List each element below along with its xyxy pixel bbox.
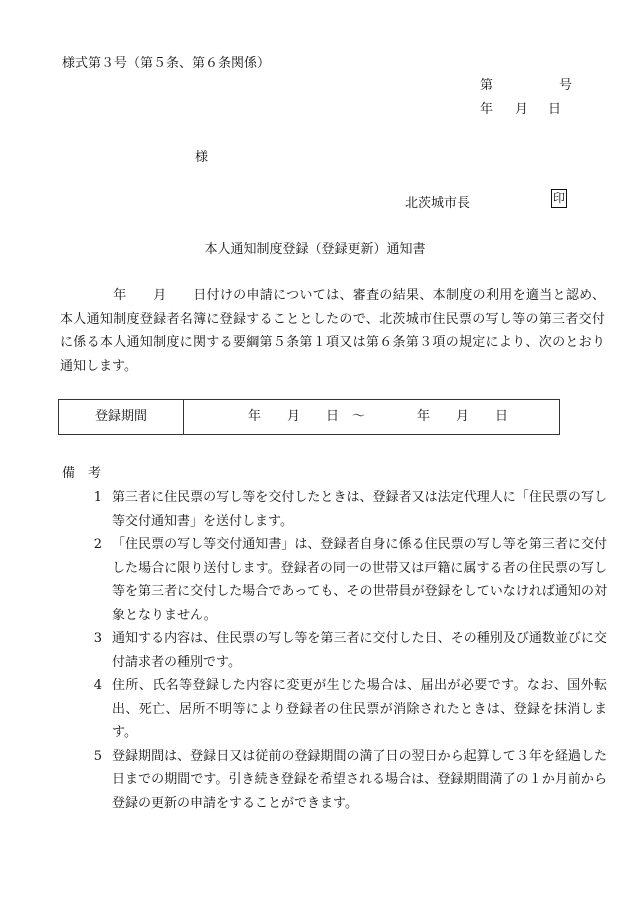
seal-mark: 印 bbox=[551, 189, 567, 208]
issuer-name: 北茨城市長 bbox=[405, 196, 471, 211]
remark-text: 登録期間は、登録日又は従前の登録期間の満了日の翌日から起算して３年を経過した日までの期間です。引き続き登録を希望される場合は、登録期間満了の１か月前から登録の更新の申請をすることができます。 bbox=[112, 748, 607, 811]
date-day-label: 日 bbox=[548, 102, 562, 117]
date-month-label: 月 bbox=[515, 102, 529, 117]
registration-period-label: 登録期間 bbox=[59, 400, 184, 434]
document-number bbox=[480, 74, 572, 93]
remarks-heading: 備 考 bbox=[62, 466, 102, 481]
notice-body: 年 月 日付けの申請については、審査の結果、本制度の利用を適当と認め、本人通知制度登録者名簿に登録することとしたので、北茨城市住民票の写し等の第三者交付に係る本人通知制度に関する要綱第５条第１項又は第６条第３項の規定により、次のとおり通知します。 bbox=[60, 288, 605, 374]
document-number-suffix: 号 bbox=[559, 78, 573, 93]
list-item bbox=[62, 486, 607, 533]
list-item bbox=[62, 627, 607, 674]
document-title: 本人通知制度登録（登録更新）通知書 bbox=[204, 242, 426, 257]
remark-number: 3 bbox=[93, 631, 102, 646]
remarks-list bbox=[62, 486, 607, 815]
document-date bbox=[480, 98, 561, 117]
list-item bbox=[62, 745, 607, 816]
remark-text: 住所、氏名等登録した内容に変更が生じた場合は、届出が必要です。なお、国外転出、死亡、居所不明等により登録者の住民票が消除されたときは、登録を抹消します。 bbox=[112, 678, 607, 740]
date-year-label: 年 bbox=[480, 102, 494, 117]
document-number-prefix: 第 bbox=[480, 78, 494, 93]
form-number: 様式第３号（第５条、第６条関係） bbox=[62, 56, 271, 71]
remark-text: 「住民票の写し等交付通知書」は、登録者自身に係る住民票の写し等を第三者に交付した場合に限り送付します。登録者の同一の世帯又は戸籍に属する者の住民票の写し等を第三者に交付した場合であっても、その世帯員が登録をしていなければ通知の対象となりません。 bbox=[112, 537, 607, 623]
addressee-suffix: 様 bbox=[195, 150, 209, 165]
remark-text: 第三者に住民票の写し等を交付したときは、登録者又は法定代理人に「住民票の写し等交付通知書」を送付します。 bbox=[112, 490, 607, 529]
registration-period-range: 年 月 日 ～ 年 月 日 bbox=[248, 409, 509, 424]
registration-period-value bbox=[184, 400, 559, 434]
remark-number: 5 bbox=[93, 748, 102, 764]
registration-period-table bbox=[58, 399, 560, 435]
list-item bbox=[62, 674, 607, 745]
remark-number: 2 bbox=[93, 537, 102, 552]
list-item bbox=[62, 533, 607, 627]
remark-text: 通知する内容は、住民票の写し等を第三者に交付した日、その種別及び通数並びに交付請求者の種別です。 bbox=[112, 631, 607, 670]
remark-number: 4 bbox=[93, 678, 102, 693]
remark-number: 1 bbox=[93, 490, 102, 505]
